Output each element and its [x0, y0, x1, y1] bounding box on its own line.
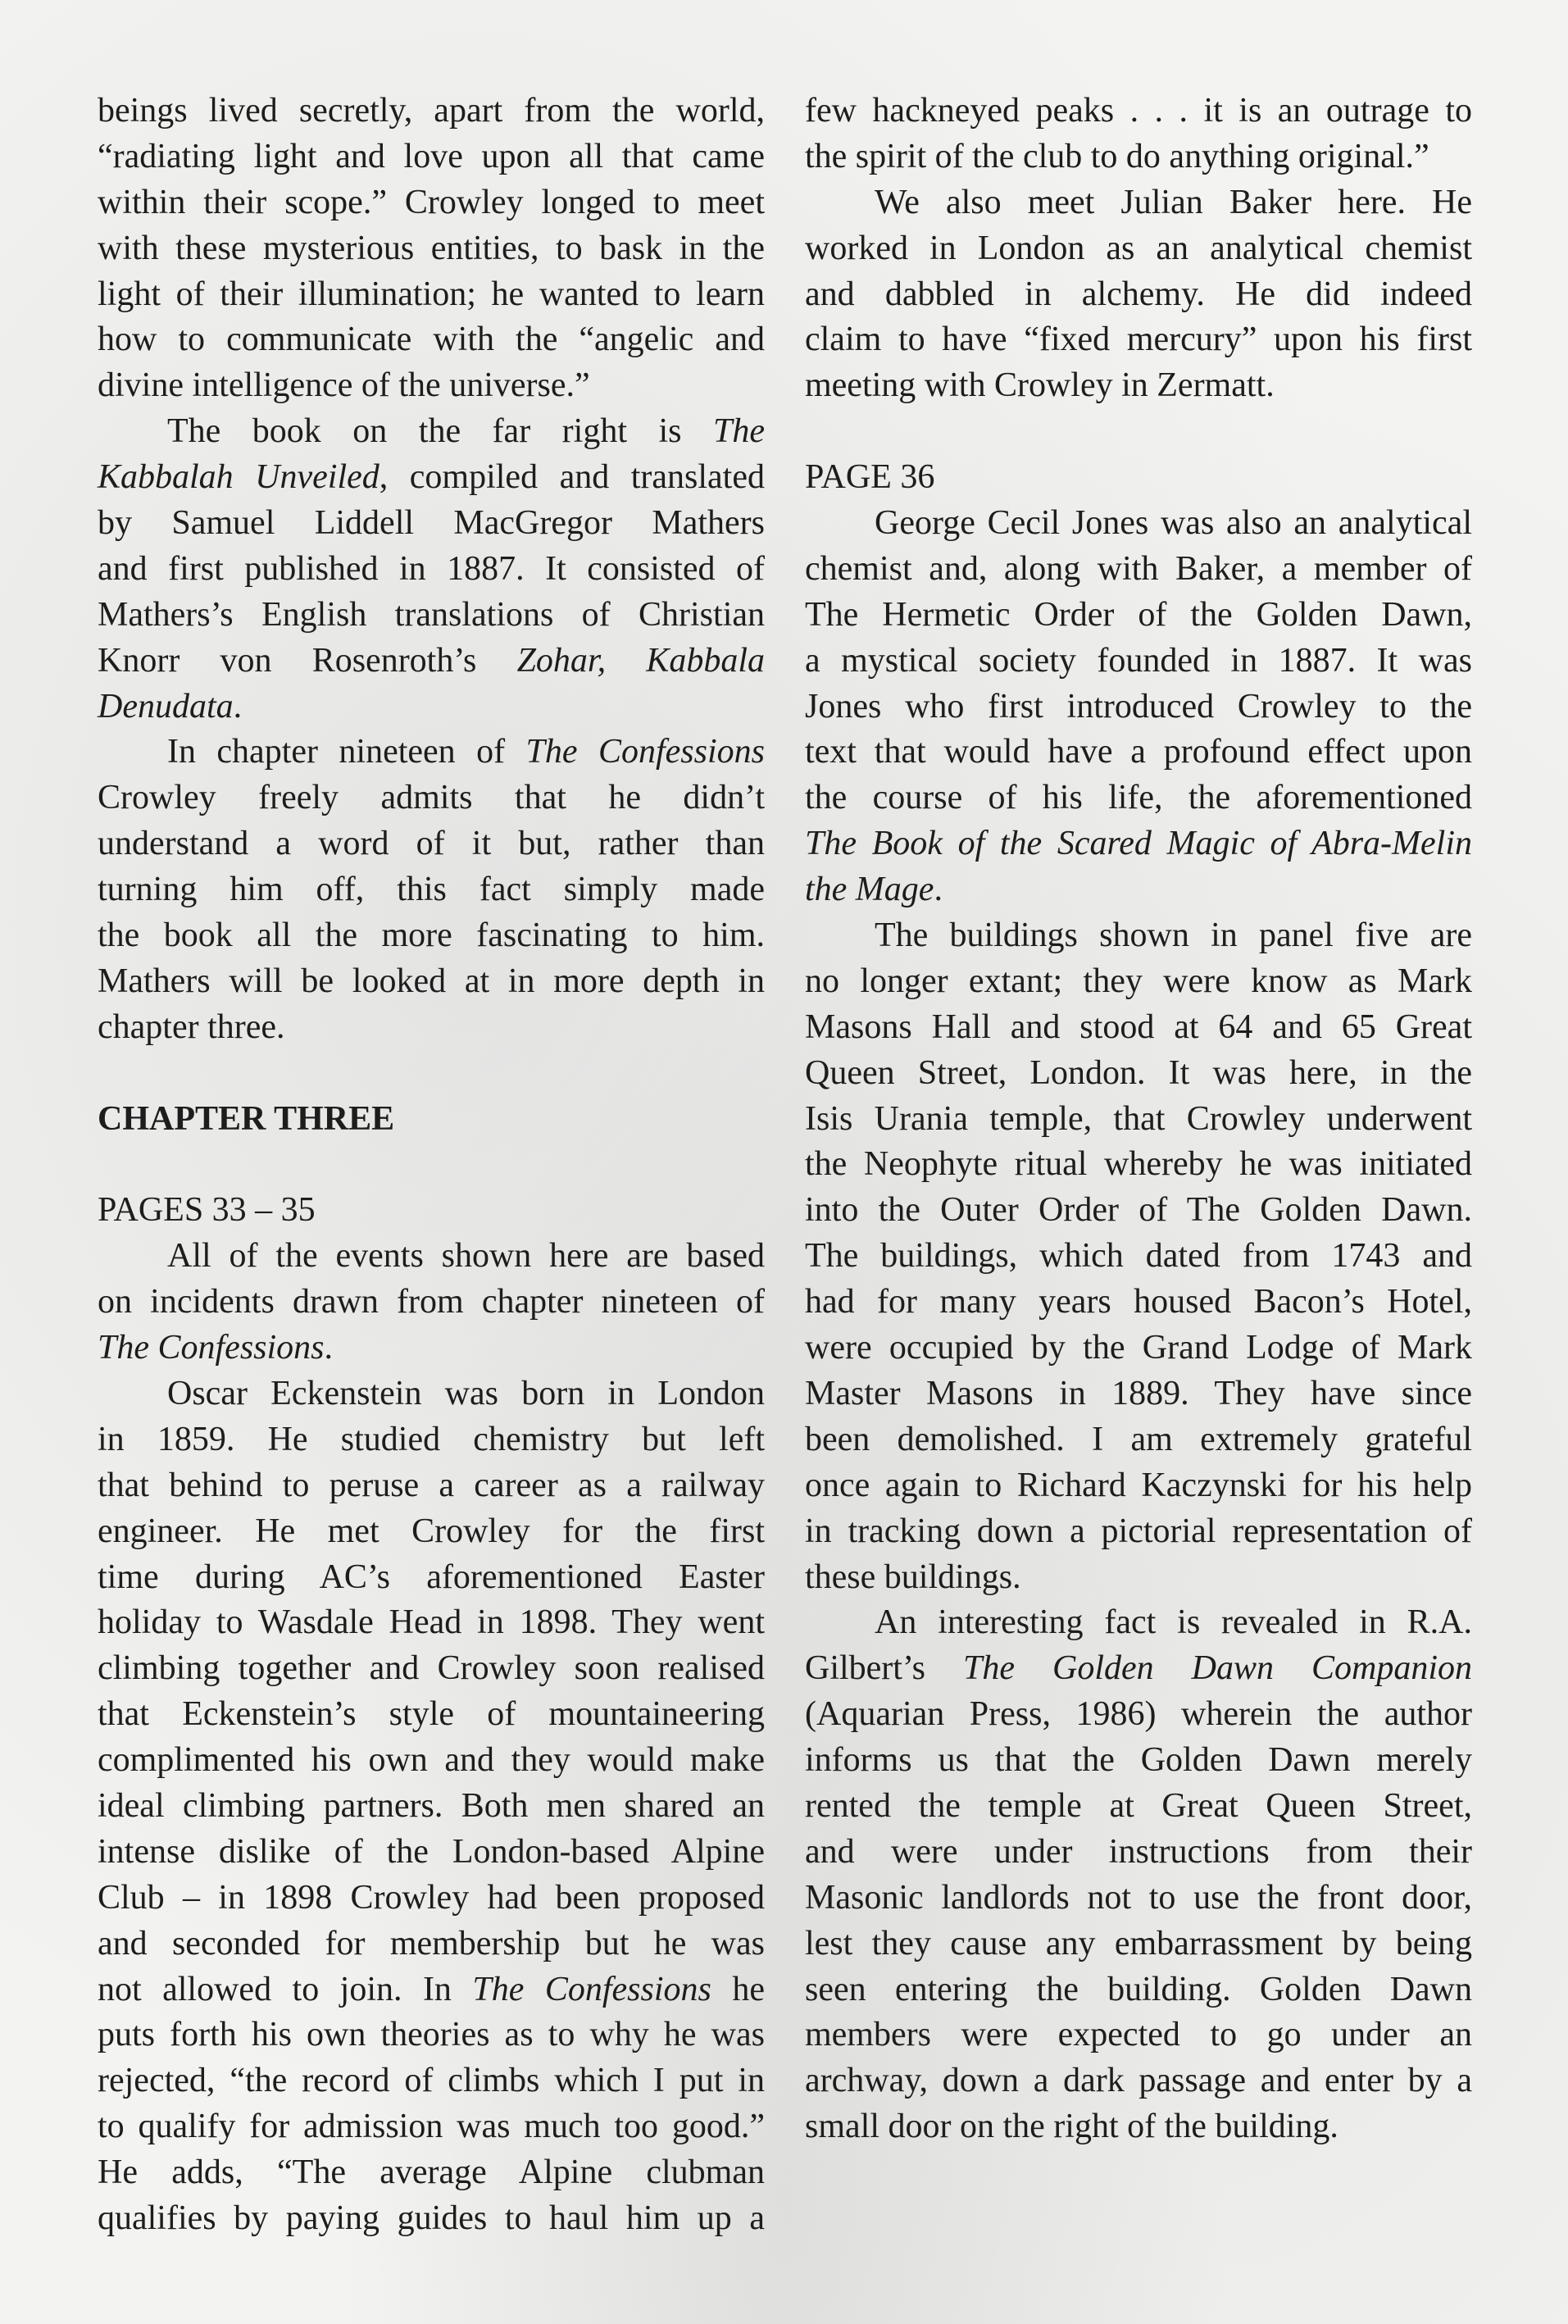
text-line: seen entering the building. Golden Dawn: [805, 1970, 1472, 2008]
text-line: intense dislike of the London-based Alpine: [98, 1832, 765, 1871]
text-span: Gilbert’s: [805, 1649, 963, 1688]
text-line: were occupied by the Grand Lodge of Mark: [805, 1329, 1472, 1367]
text-line: [98, 684, 765, 730]
paragraph: [98, 409, 765, 730]
text-line: the spirit of the club to do anything original.”: [805, 137, 1429, 175]
text-line: [98, 1326, 765, 1371]
text-line: time during AC’s aforementioned Easter: [98, 1558, 765, 1596]
text-line: to qualify for admission was much too good.”: [98, 2108, 765, 2146]
text-line: meeting with Crowley in Zermatt.: [805, 366, 1275, 405]
italic-title: Kabbalah Unveiled: [98, 458, 380, 497]
text-span: The book on the far right is: [167, 412, 713, 451]
text-line: the Neophyte ritual whereby he was initiated: [805, 1145, 1472, 1184]
text-line: engineer. He met Crowley for the first: [98, 1512, 765, 1550]
text-line: with these mysterious entities, to bask in the: [98, 229, 765, 267]
text-line: how to communicate with the “angelic and: [98, 321, 765, 359]
section-heading: PAGE 36: [805, 458, 935, 497]
text-line: Mathers’s English translations of Christian: [98, 595, 765, 634]
text-span: , compiled and translated: [379, 458, 765, 497]
text-line: chemist and, along with Baker, a member of: [805, 549, 1472, 588]
text-line: Oscar Eckenstein was born in London: [167, 1374, 765, 1412]
text-line: “radiating light and love upon all that came: [98, 137, 765, 175]
blank-line: [98, 1051, 765, 1097]
text-line: Crowley freely admits that he didn’t: [98, 779, 765, 817]
text-line: [805, 867, 1472, 913]
italic-title: the Mage: [805, 871, 934, 909]
text-line: [805, 1646, 1472, 1692]
text-line: [98, 1967, 765, 2013]
text-span: .: [233, 687, 243, 725]
left-column: [98, 89, 765, 2242]
text-line: and first published in 1887. It consisted of: [98, 549, 765, 588]
italic-title: The Book of the Scared Magic of Abra-Melin: [805, 825, 1472, 863]
text-line: puts forth his own theories as to why he was: [98, 2016, 765, 2054]
text-line: Masons Hall and stood at 64 and 65 Great: [805, 1007, 1472, 1046]
text-line: (Aquarian Press, 1986) wherein the author: [805, 1695, 1472, 1734]
text-line: Jones who first introduced Crowley to the: [805, 687, 1472, 725]
text-line: We also meet Julian Baker here. He: [875, 183, 1472, 221]
text-line: The Hermetic Order of the Golden Dawn,: [805, 595, 1472, 634]
paragraph: [98, 1371, 765, 2242]
section-heading: PAGES 33 – 35: [98, 1191, 316, 1230]
text-line: that Eckenstein’s style of mountaineering: [98, 1695, 765, 1734]
text-line: been demolished. I am extremely grateful: [805, 1420, 1472, 1458]
text-line: in 1859. He studied chemistry but left: [98, 1420, 765, 1458]
text-line: that behind to peruse a career as a railway: [98, 1466, 765, 1504]
text-line: qualifies by paying guides to haul him up a: [98, 2199, 765, 2237]
italic-title: The: [713, 412, 765, 451]
text-line: and seconded for membership but he was: [98, 1924, 765, 1962]
text-line: and dabbled in alchemy. He did indeed: [805, 275, 1472, 313]
paragraph: [805, 180, 1472, 409]
text-line: into the Outer Order of The Golden Dawn.: [805, 1191, 1472, 1230]
paragraph: [805, 1600, 1472, 2150]
text-line: and were under instructions from their: [805, 1832, 1472, 1871]
text-line: no longer extant; they were know as Mark: [805, 962, 1472, 1000]
italic-title: The Golden Dawn Companion: [962, 1649, 1472, 1688]
text-line: complimented his own and they would make: [98, 1741, 765, 1780]
text-line: claim to have “fixed mercury” upon his first: [805, 321, 1472, 359]
text-span: he: [711, 1970, 765, 2008]
text-line: beings lived secretly, apart from the world,: [98, 92, 765, 130]
text-line: The buildings, which dated from 1743 and: [805, 1237, 1472, 1276]
text-line: George Cecil Jones was also an analytical: [875, 504, 1472, 543]
text-line: The buildings shown in panel five are: [875, 916, 1472, 955]
italic-title: Denudata: [98, 687, 234, 725]
text-line: Queen Street, London. It was here, in the: [805, 1053, 1472, 1092]
blank-line: [805, 409, 1472, 455]
text-line: by Samuel Liddell MacGregor Mathers: [98, 504, 765, 543]
text-line: turning him off, this fact simply made: [98, 871, 765, 909]
text-span: .: [324, 1329, 334, 1367]
text-line: ideal climbing partners. Both men shared an: [98, 1786, 765, 1825]
italic-title: Zohar, Kabbala: [516, 641, 765, 680]
blank-line: [98, 1142, 765, 1188]
text-line: climbing together and Crowley soon realised: [98, 1649, 765, 1688]
text-line: [98, 730, 765, 775]
text-line: He adds, “The average Alpine clubman: [98, 2153, 765, 2192]
text-line: An interesting fact is revealed in R.A.: [875, 1603, 1472, 1642]
paragraph: [98, 1234, 765, 1371]
text-line: [98, 639, 765, 684]
italic-title: The Confessions: [525, 733, 765, 771]
text-line: [98, 455, 765, 501]
text-line: Master Masons in 1889. They have since: [805, 1374, 1472, 1412]
text-line: worked in London as an analytical chemist: [805, 229, 1472, 267]
text-span: Knorr von Rosenroth’s: [98, 641, 517, 680]
text-line: text that would have a profound effect upon: [805, 733, 1472, 771]
text-line: informs us that the Golden Dawn merely: [805, 1741, 1472, 1780]
text-line: members were expected to go under an: [805, 2016, 1472, 2054]
text-line: the book all the more fascinating to him.: [98, 916, 765, 955]
italic-title: The Confessions: [472, 1970, 711, 2008]
paragraph: [98, 89, 765, 409]
text-line: on incidents drawn from chapter nineteen of: [98, 1283, 765, 1321]
text-line: Club – in 1898 Crowley had been proposed: [98, 1878, 765, 1917]
text-line: [805, 821, 1472, 867]
text-line: the course of his life, the aforementioned: [805, 779, 1472, 817]
italic-title: The Confessions: [98, 1329, 325, 1367]
text-span: not allowed to join. In: [98, 1970, 473, 2008]
text-line: All of the events shown here are based: [167, 1237, 765, 1276]
text-line: had for many years housed Bacon’s Hotel,: [805, 1283, 1472, 1321]
text-line: few hackneyed peaks . . . it is an outrage to: [805, 92, 1472, 130]
text-line: lest they cause any embarrassment by being: [805, 1924, 1472, 1962]
text-line: [98, 409, 765, 455]
text-span: .: [934, 871, 943, 909]
text-line: archway, down a dark passage and enter by a: [805, 2062, 1472, 2100]
text-line: holiday to Wasdale Head in 1898. They went: [98, 1603, 765, 1642]
paragraph: [98, 730, 765, 1050]
chapter-heading: CHAPTER THREE: [98, 1099, 395, 1138]
text-line: light of their illumination; he wanted to learn: [98, 275, 765, 313]
right-column: [805, 89, 1472, 2150]
paragraph: [805, 913, 1472, 1600]
text-line: Mathers will be looked at in more depth in: [98, 962, 765, 1000]
text-line: understand a word of it but, rather than: [98, 825, 765, 863]
text-line: chapter three.: [98, 1007, 285, 1046]
text-line: divine intelligence of the universe.”: [98, 366, 590, 405]
text-line: once again to Richard Kaczynski for his help: [805, 1466, 1472, 1504]
text-span: In chapter nineteen of: [167, 733, 526, 771]
paragraph: [805, 89, 1472, 180]
text-line: rejected, “the record of climbs which I put in: [98, 2062, 765, 2100]
text-line: Isis Urania temple, that Crowley underwent: [805, 1099, 1472, 1138]
text-line: rented the temple at Great Queen Street,: [805, 1786, 1472, 1825]
text-line: Masonic landlords not to use the front door,: [805, 1878, 1472, 1917]
text-line: a mystical society founded in 1887. It was: [805, 641, 1472, 680]
text-line: within their scope.” Crowley longed to meet: [98, 183, 765, 221]
text-line: these buildings.: [805, 1558, 1021, 1596]
paragraph: [805, 501, 1472, 913]
text-line: small door on the right of the building.: [805, 2108, 1338, 2146]
text-line: in tracking down a pictorial representation of: [805, 1512, 1472, 1550]
